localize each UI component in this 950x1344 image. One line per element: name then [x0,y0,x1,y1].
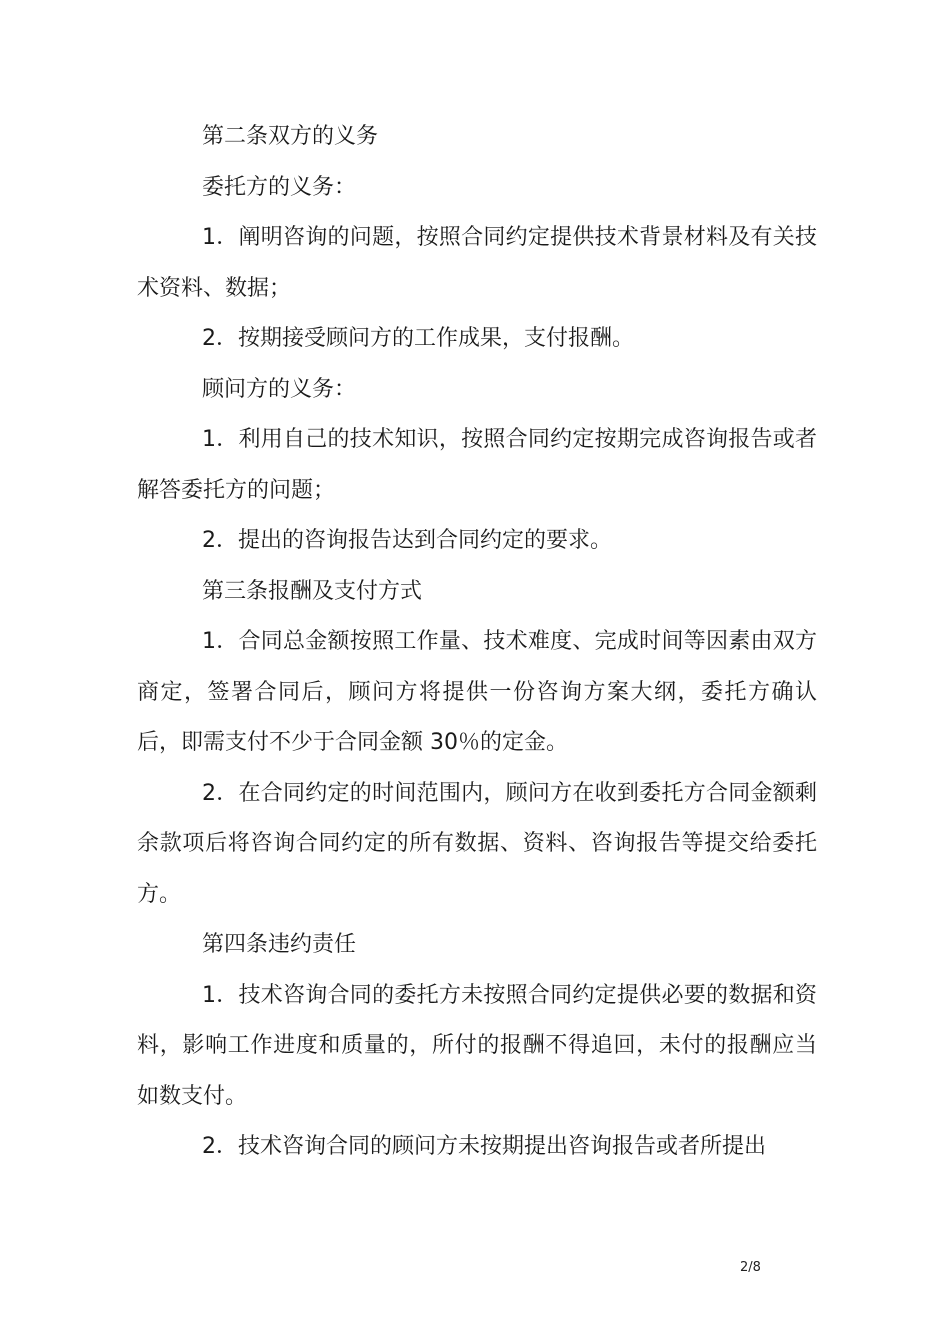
article-3-heading: 第三条报酬及支付方式 [202,578,423,604]
article-2-heading: 第二条双方的义务 [202,124,379,149]
liability-clause-1: 1．技术咨询合同的委托方未按照合同约定提供必要的数据和资料，影响工作进度和质量的，所付的报酬不得追回，未付的报酬应当如数支付。 [137,982,817,1109]
document-body [137,112,817,1173]
page-number: 2/8 [740,1260,761,1275]
client-obligation-1: 1．阐明咨询的问题，按照合同约定提供技术背景材料及有关技术资料、数据； [137,225,817,301]
article-4-heading: 第四条违约责任 [202,932,357,957]
liability-clause-2: 2．技术咨询合同的顾问方未按期提出咨询报告或者所提出 [202,1134,766,1159]
consultant-obligation-2: 2．提出的咨询报告达到合同约定的要求。 [202,528,612,553]
client-obligation-2: 2．按期接受顾问方的工作成果，支付报酬。 [202,326,634,351]
consultant-obligation-1: 1．利用自己的技术知识，按照合同约定按期完成咨询报告或者解答委托方的问题； [137,427,817,503]
payment-clause-2: 2．在合同约定的时间范围内，顾问方在收到委托方合同金额剩余款项后将咨询合同约定的所有数据、资料、咨询报告等提交给委托方。 [137,780,817,907]
client-obligations-heading: 委托方的义务： [202,174,357,200]
payment-clause-1: 1．合同总金额按照工作量、技术难度、完成时间等因素由双方商定，签署合同后，顾问方将提供一份咨询方案大纲，委托方确认后，即需支付不少于合同金额 30％的定金。 [137,629,817,755]
consultant-obligations-heading: 顾问方的义务： [202,376,357,402]
